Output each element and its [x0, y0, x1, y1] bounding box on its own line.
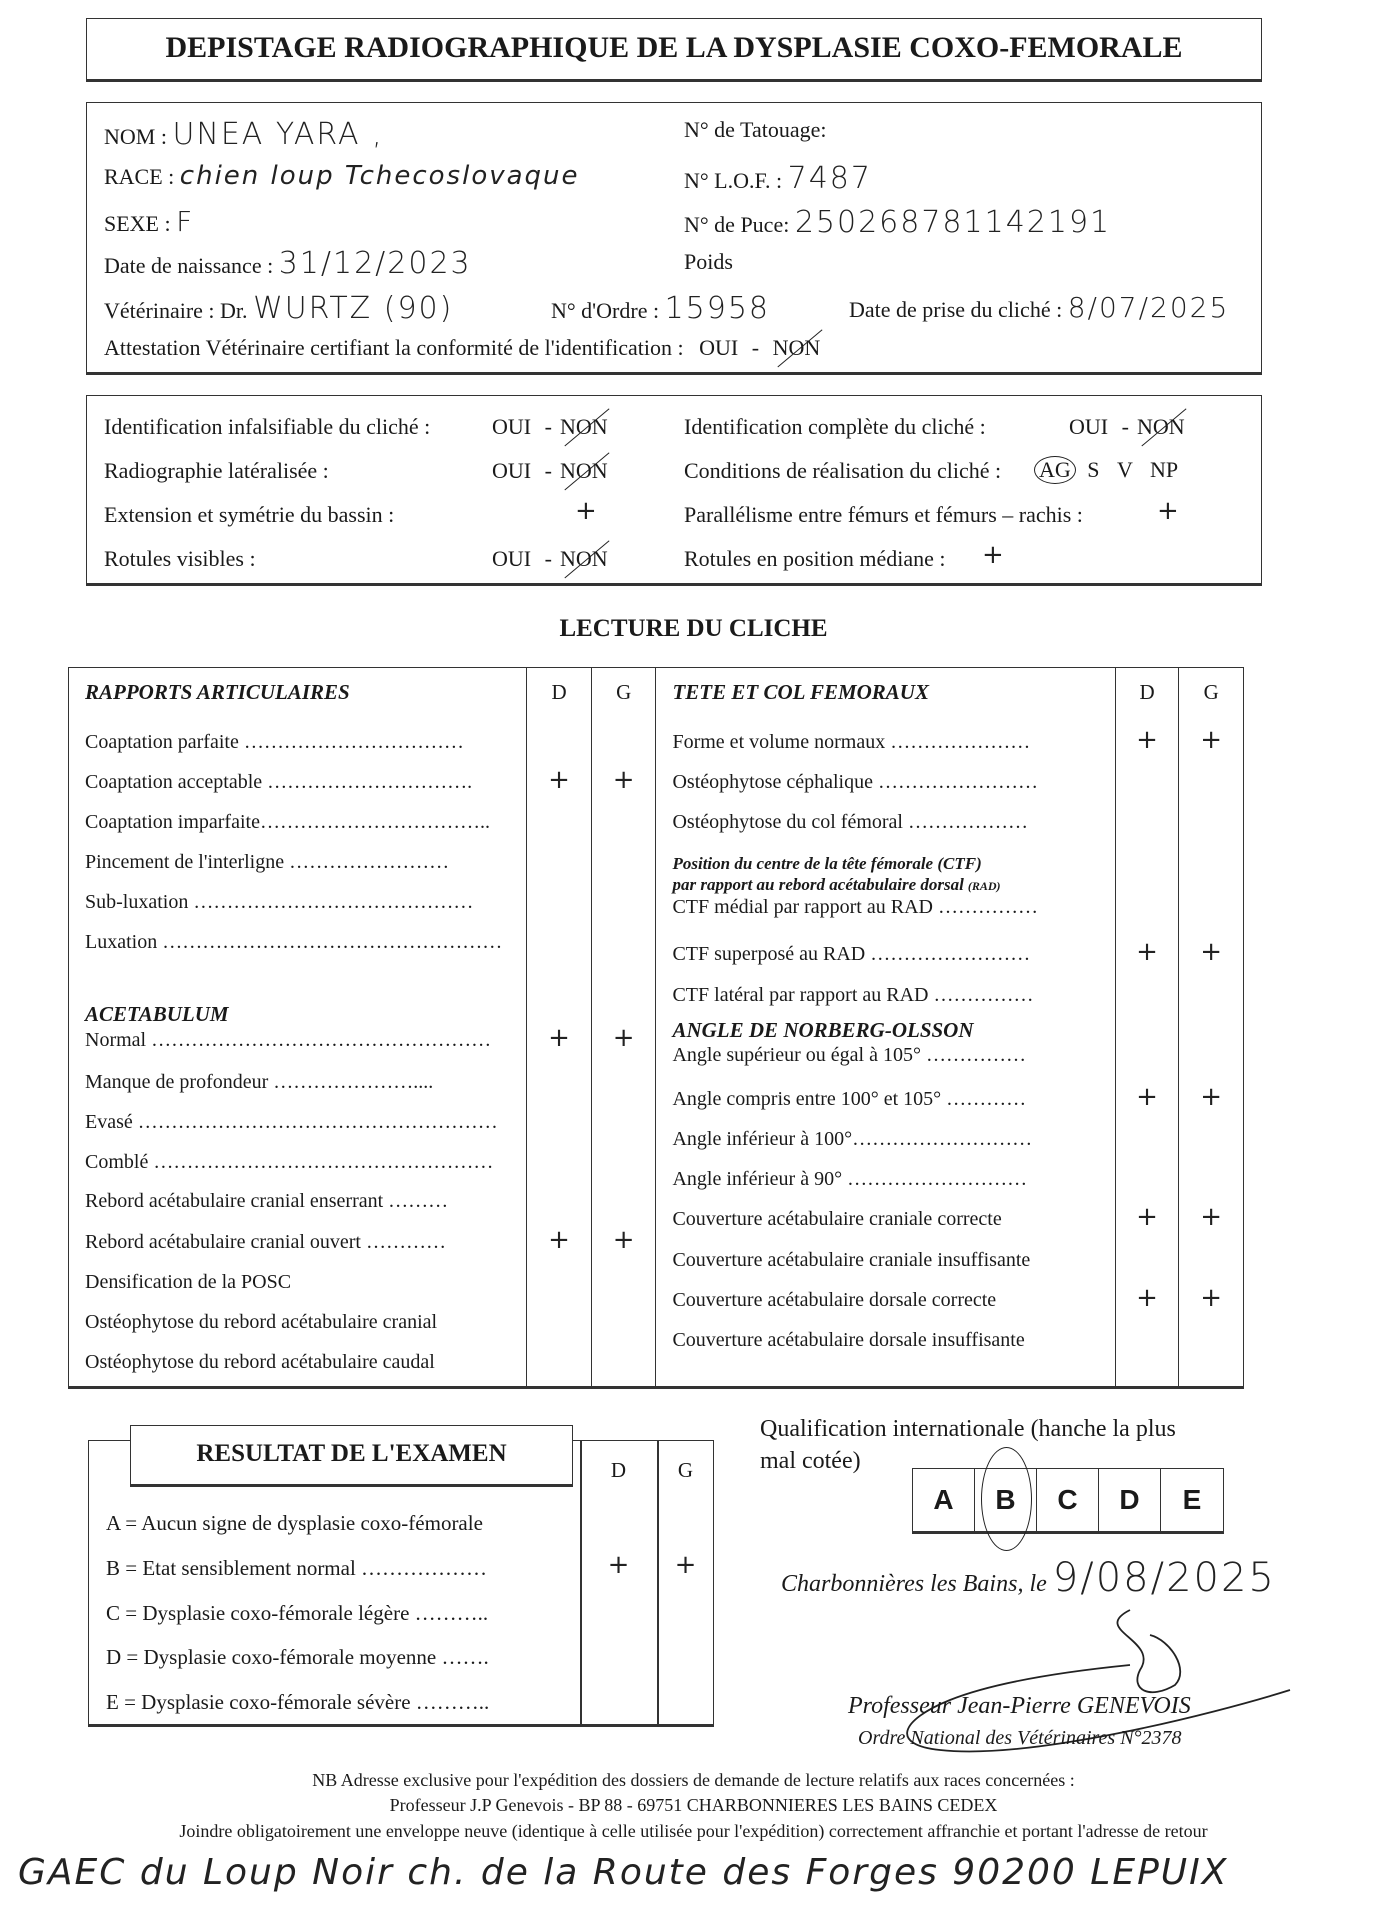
check-identification-infalsifiable-choice: OUI - NON [492, 414, 608, 439]
condition-option: S [1087, 457, 1100, 482]
reading-item-label: Coaptation imparfaite…………………………….. [85, 811, 490, 833]
reading-item-label: Pincement de l'interligne …………………… [85, 851, 450, 873]
lecture-title: LECTURE DU CLICHE [559, 615, 828, 642]
reading-mark-g: + [612, 765, 635, 795]
reading-item-label: Manque de profondeur ………………….... [85, 1071, 434, 1093]
checks-section [86, 395, 1262, 586]
reading-left-d-column [527, 668, 591, 1386]
column-header: G [1203, 680, 1219, 704]
resultat-item-label: E = Dysplasie coxo-fémorale sévère ……….. [106, 1690, 490, 1714]
lof-field: N° L.O.F. : 7487 [684, 161, 872, 196]
resultat-item-label: B = Etat sensiblement normal ……………… [106, 1556, 488, 1580]
nom-value: UNEA YARA , [172, 117, 384, 152]
resultat-divider-d [580, 1440, 582, 1727]
rad-abbr: (RAD) [967, 879, 1001, 893]
reading-item-label: Rebord acétabulaire cranial enserrant ……… [85, 1190, 449, 1212]
reading-left-labels [69, 668, 526, 1386]
reading-mark-d: + [1136, 937, 1158, 967]
form-title-box [86, 18, 1262, 82]
resultat-divider-g [657, 1440, 659, 1727]
reading-item-label: Ostéophytose céphalique …………………… [672, 771, 1038, 793]
check-radiographie-lateralisee-choice: OUI - NON [492, 458, 608, 483]
reading-item-label: Angle compris entre 100° et 105° ………… [672, 1088, 1027, 1110]
resultat-item-label: C = Dysplasie coxo-fémorale légère ……….. [106, 1601, 489, 1625]
reading-mark-d: + [548, 765, 570, 795]
condition-option: V [1117, 457, 1133, 482]
return-address: GAEC du Loup Noir ch. de la Route des Forges 90200 LEPUIX [18, 1852, 1229, 1893]
reading-item-label: Coaptation acceptable …………………………. [85, 771, 473, 793]
grade-boxes [912, 1468, 1224, 1534]
reading-mark-g: + [1200, 1283, 1223, 1313]
reading-mark-d: + [1136, 1202, 1158, 1232]
reading-mark-g: + [1200, 1082, 1223, 1112]
puce-value: 250268781142191 [794, 205, 1112, 240]
qualification-label: Qualification internationale (hanche la plus mal cotée) [760, 1416, 1176, 1474]
reading-item-label: CTF latéral par rapport au RAD …………… [672, 984, 1034, 1006]
check-rotules-visibles: Rotules visibles : [104, 546, 256, 571]
reading-right-labels [656, 668, 1114, 1386]
race-value: chien loup Tchecoslovaque [179, 161, 580, 191]
resultat-mark-d: + [607, 1550, 630, 1580]
check-conditions-realisation: Conditions de réalisation du cliché : [684, 458, 1002, 483]
race-field: RACE : chien loup Tchecoslovaque [104, 161, 580, 191]
reading-item-label: Luxation …………………………………………… [85, 931, 503, 953]
reading-mark-g: + [1200, 937, 1223, 967]
check-rotules-mediane: Rotules en position médiane : [684, 546, 946, 571]
column-header: D [1139, 680, 1155, 704]
signature-ordre: Ordre National des Vétérinaires N°2378 [858, 1727, 1182, 1749]
lof-value: 7487 [787, 161, 872, 196]
section-title-tete-col: TETE ET COL FEMORAUX [672, 680, 929, 704]
resultat-col-g: G [677, 1458, 694, 1482]
signature-name: Professeur Jean-Pierre GENEVOIS [848, 1693, 1191, 1719]
form-title: DEPISTAGE RADIOGRAPHIQUE DE LA DYSPLASIE COXO-FEMORALE [165, 31, 1183, 64]
reading-item-label: Angle supérieur ou égal à 105° …………… [672, 1044, 1026, 1066]
grade-box: C [1037, 1469, 1099, 1531]
reading-mark-d: + [1136, 1283, 1158, 1313]
check-identification-infalsifiable: Identification infalsifiable du cliché : [104, 414, 431, 439]
section-title-acetabulum: ACETABULUM [85, 1002, 229, 1026]
reading-item-label: CTF superposé au RAD …………………… [672, 943, 1031, 965]
reading-item-label: Couverture acétabulaire craniale correcte [672, 1208, 1002, 1230]
check-rotules-visibles-choice: OUI - NON [492, 546, 608, 571]
check-identification-complete: Identification complète du cliché : [684, 414, 986, 439]
footer-nb: NB Adresse exclusive pour l'expédition des dossiers de demande de lecture relatifs aux races concernées : [312, 1770, 1075, 1790]
reading-item-label: Angle inférieur à 90° ……………………… [672, 1168, 1028, 1190]
naissance-field: Date de naissance : 31/12/2023 [104, 246, 472, 281]
resultat-col-d: D [610, 1458, 627, 1482]
reading-item-label: Comblé …………………………………………… [85, 1151, 494, 1173]
sexe-field: SEXE : F [104, 205, 195, 238]
conditions-options [1034, 456, 1178, 484]
date-cliche-field: Date de prise du cliché : 8/07/2025 [849, 291, 1230, 324]
reading-item-label: Ostéophytose du rebord acétabulaire caudal [85, 1351, 435, 1373]
reading-item-label: Angle inférieur à 100°……………………… [672, 1128, 1033, 1150]
resultat-title-box [130, 1425, 573, 1487]
reading-right-g-column [1179, 668, 1243, 1386]
signature-date: 9/08/2025 [1052, 1555, 1276, 1601]
sexe-value: F [176, 205, 195, 238]
tatouage-field: N° de Tatouage: [684, 117, 827, 142]
check-parallelisme: Parallélisme entre fémurs et fémurs – rachis : [684, 502, 1083, 527]
footer-envelope: Joindre obligatoirement une enveloppe neuve (identique à celle utilisée pour l'expédition) correctement affranchie et portant l'adresse de retour [179, 1821, 1208, 1841]
grade-box: E [1182, 1484, 1202, 1515]
poids-field: Poids [684, 249, 733, 274]
reading-mark-g: + [612, 1023, 635, 1053]
resultat-mark-g: + [674, 1550, 697, 1580]
section-title-norberg: ANGLE DE NORBERG-OLSSON [672, 1018, 974, 1042]
reading-mark-g: + [1200, 725, 1223, 755]
check-identification-complete-choice: OUI - NON [1069, 414, 1185, 439]
reading-item-label: Evasé ……………………………………………… [85, 1111, 498, 1133]
signature-place: Charbonnières les Bains, le 9/08/2025 [781, 1555, 1276, 1601]
ordre-value: 15958 [664, 291, 771, 326]
resultat-title: RESULTAT DE L'EXAMEN [196, 1440, 507, 1467]
check-extension-symetrie: Extension et symétrie du bassin : [104, 502, 395, 527]
resultat-item-label: A = Aucun signe de dysplasie coxo-fémorale [106, 1511, 483, 1535]
reading-item-label: Ostéophytose du col fémoral ……………… [672, 811, 1028, 833]
reading-mark-d: + [548, 1225, 570, 1255]
date-cliche-value: 8/07/2025 [1067, 291, 1230, 324]
resultat-item-label: D = Dysplasie coxo-fémorale moyenne ……. [106, 1645, 489, 1669]
reading-mark-d: + [1136, 725, 1158, 755]
reading-left-g-column [592, 668, 656, 1386]
reading-item-label: Sub-luxation …………………………………… [85, 891, 474, 913]
check-extension-symetrie-mark: + [575, 496, 597, 526]
position-ctf-subtitle: par rapport au rebord acétabulaire dorsal (RAD) [672, 875, 1001, 894]
check-parallelisme-mark: + [1157, 496, 1179, 526]
naissance-value: 31/12/2023 [278, 246, 472, 281]
veterinaire-field: Vétérinaire : Dr. WURTZ (90) [104, 291, 454, 326]
ordre-field: N° d'Ordre : 15958 [551, 291, 771, 326]
reading-item-label: Densification de la POSC [85, 1271, 292, 1293]
reading-mark-g: + [612, 1225, 635, 1255]
reading-item-label: Couverture acétabulaire craniale insuffisante [672, 1249, 1031, 1271]
section-title-rapports: RAPPORTS ARTICULAIRES [85, 680, 350, 704]
reading-item-label: Coaptation parfaite …………………………… [85, 731, 464, 753]
check-radiographie-lateralisee: Radiographie latéralisée : [104, 458, 329, 483]
condition-option-selected: AG [1034, 456, 1076, 484]
column-header: G [616, 680, 632, 704]
grade-box-selected: B [975, 1469, 1037, 1531]
position-ctf-title: Position du centre de la tête fémorale (CTF) [672, 854, 982, 873]
identity-section [86, 102, 1262, 375]
reading-item-label: Normal …………………………………………… [85, 1029, 492, 1051]
column-header: D [551, 680, 567, 704]
reading-item-label: Ostéophytose du rebord acétabulaire cranial [85, 1311, 438, 1333]
reading-item-label: Rebord acétabulaire cranial ouvert ………… [85, 1231, 446, 1253]
grade-box: A [913, 1469, 975, 1531]
grade-box: D [1099, 1469, 1161, 1531]
nom-field: NOM : UNEA YARA , [104, 117, 384, 152]
reading-item-label: CTF médial par rapport au RAD …………… [672, 896, 1038, 918]
attestation-field: Attestation Vétérinaire certifiant la conformité de l'identification : OUI - NON [104, 335, 821, 360]
footer-address: Professeur J.P Genevois - BP 88 - 69751 CHARBONNIERES LES BAINS CEDEX [389, 1795, 998, 1815]
puce-field: N° de Puce: 250268781142191 [684, 205, 1112, 240]
condition-option: NP [1150, 457, 1179, 482]
reading-mark-d: + [548, 1023, 570, 1053]
veterinaire-value: WURTZ (90) [253, 291, 454, 326]
check-rotules-mediane-mark: + [982, 540, 1004, 570]
reading-table [68, 667, 1244, 1389]
reading-item-label: Couverture acétabulaire dorsale insuffisante [672, 1329, 1025, 1351]
reading-item-label: Couverture acétabulaire dorsale correcte [672, 1289, 997, 1311]
reading-mark-g: + [1200, 1202, 1223, 1232]
reading-right-d-column [1116, 668, 1179, 1386]
reading-mark-d: + [1136, 1082, 1158, 1112]
reading-item-label: Forme et volume normaux ………………… [672, 731, 1031, 753]
attestation-non-struck: NON [772, 335, 821, 360]
